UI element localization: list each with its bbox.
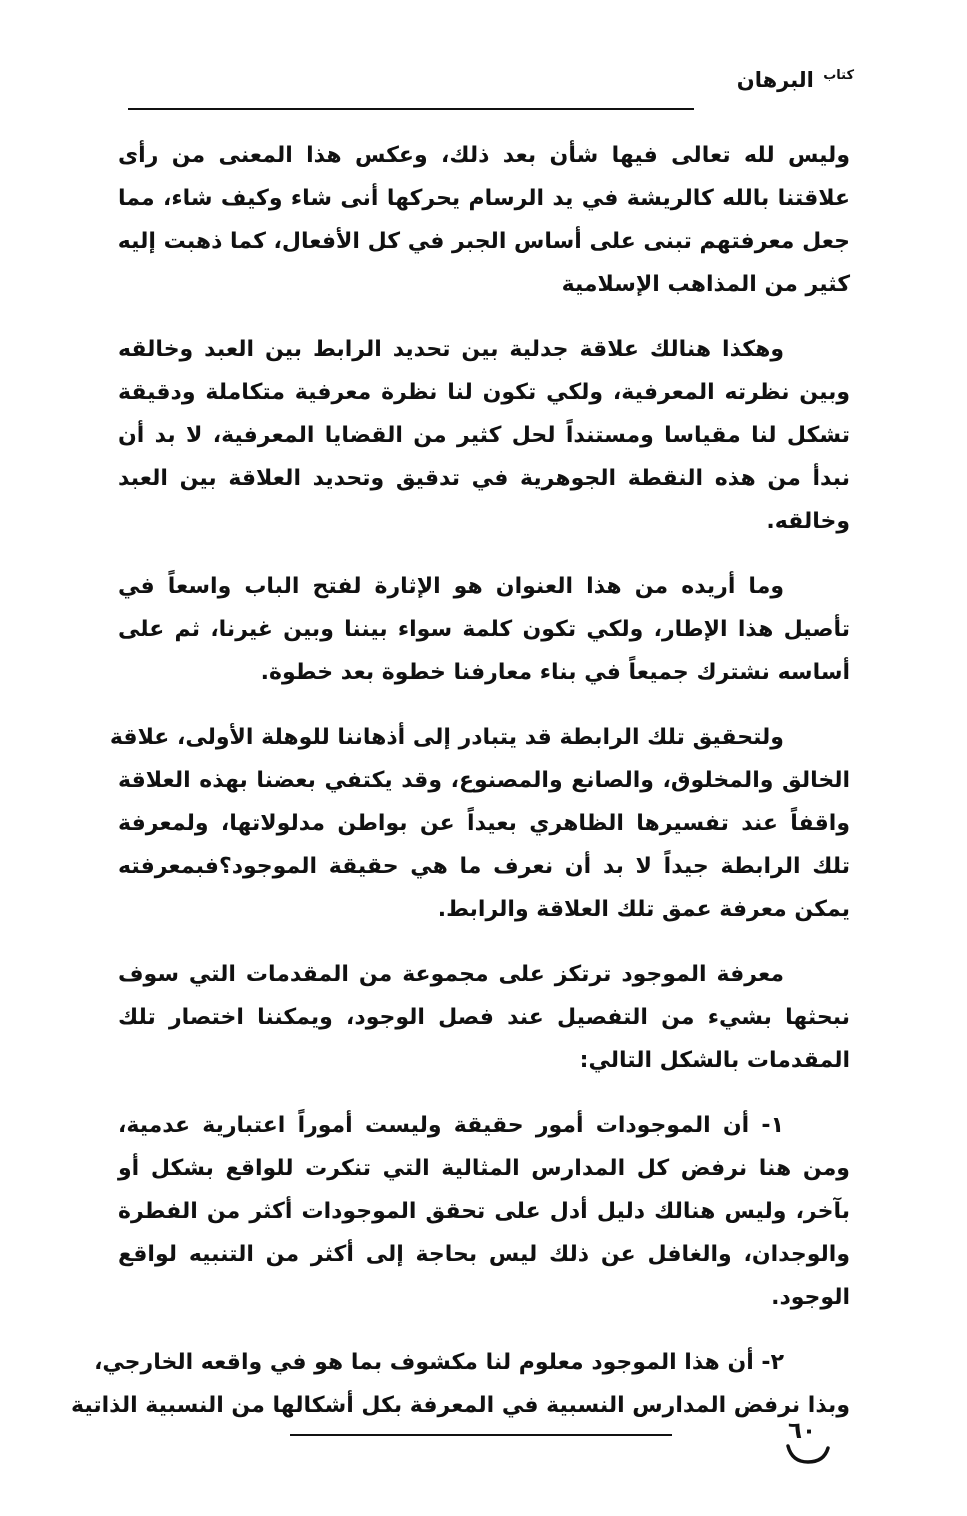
- text-line: أساسه نشترك جميعاً في بناء معارفنا خطوة بعد خطوة.: [260, 660, 850, 685]
- text-line: يمكن معرفة عمق تلك العلاقة والرابط.: [437, 897, 850, 922]
- text-line: وليس لله تعالى فيها شأن بعد ذلك، وعكس هذا المعنى من رأى: [118, 143, 850, 168]
- text-line: وهكذا هنالك علاقة جدلية بين تحديد الرابط بين العبد وخالقه: [118, 337, 784, 362]
- text-line: ولتحقيق تلك الرابطة قد يتبادر إلى أذهاننا للوهلة الأولى، علاقة: [109, 725, 784, 750]
- text-line: وبين نظرته المعرفية، ولكي تكون لنا نظرة معرفية متكاملة ودقيقة: [118, 380, 850, 405]
- page-number: ٦٠: [788, 1418, 817, 1444]
- text-line: ومن هنا نرفض كل المدارس المثالية التي تنكرت للواقع بشكل أو: [118, 1156, 850, 1181]
- text-line: الخالق والمخلوق، والصانع والمصنوع، وقد يكتفي بعضنا بهذه العلاقة: [118, 768, 850, 793]
- paragraph: [118, 1104, 850, 1319]
- text-line: المقدمات بالشكل التالي:: [579, 1048, 850, 1073]
- text-line: ٢- أن هذا الموجود معلوم لنا مكشوف بما هو في واقعه الخارجي،: [94, 1350, 784, 1375]
- footer-rule: [290, 1434, 672, 1436]
- text-line: تلك الرابطة جيداً لا بد أن نعرف ما هي حقيقة الموجود؟فبمعرفته: [118, 854, 850, 879]
- text-line: نبدأ من هذه النقطة الجوهرية في تدقيق وتحديد العلاقة بين العبد: [118, 466, 850, 491]
- paragraph: [118, 328, 850, 543]
- book-title: [737, 68, 854, 92]
- paragraph: [71, 1341, 850, 1427]
- page-body: [71, 134, 850, 1449]
- text-line: كثير من المذاهب الإسلامية: [561, 272, 850, 297]
- text-line: بآخر، وليس هنالك دليل أدل على تحقق الموجودات أكثر من الفطرة: [118, 1199, 850, 1224]
- text-line: ١- أن الموجودات أمور حقيقة وليست أموراً اعتبارية عدمية،: [118, 1113, 784, 1138]
- text-line: تأصيل هذا الإطار، ولكي تكون كلمة سواء بيننا وبين غيرنا، ثم على: [118, 617, 850, 642]
- text-line: وخالقه.: [766, 509, 850, 534]
- header-rule: [128, 108, 694, 110]
- text-line: معرفة الموجود ترتكز على مجموعة من المقدمات التي سوف: [118, 962, 784, 987]
- book-name: البرهان: [736, 68, 814, 92]
- text-line: تشكل لنا مقياسا ومستنداً لحل كثير من القضايا المعرفية، لا بد أن: [118, 423, 850, 448]
- running-header: [128, 68, 854, 118]
- text-line: والوجدان، والغافل عن ذلك ليس بحاجة إلى أكثر من التنبيه لواقع: [118, 1242, 850, 1267]
- book-label: كتاب: [823, 68, 854, 83]
- paragraph: [109, 716, 850, 931]
- page-number-ornament: [786, 1444, 830, 1464]
- text-line: نبحثها بشيء من التفصيل عند فصل الوجود، ويمكننا اختصار تلك: [118, 1005, 850, 1030]
- text-line: جعل معرفتهم تبنى على أساس الجبر في كل الأفعال، كما ذهبت إليه: [117, 229, 850, 254]
- text-line: واقفاً عند تفسيرها الظاهري بعيداً عن بواطن مدلولاتها، ولمعرفة: [118, 811, 850, 836]
- text-line: وبذا نرفض المدارس النسبية في المعرفة بكل أشكالها من النسبية الذاتية: [71, 1393, 850, 1418]
- text-line: الوجود.: [771, 1285, 850, 1310]
- text-line: علاقتنا بالله كالريشة في يد الرسام يحركها أنى شاء وكيف شاء، مما: [118, 186, 850, 211]
- paragraph: [118, 565, 850, 694]
- paragraph: [118, 953, 850, 1082]
- paragraph: [118, 134, 850, 306]
- text-line: وما أريده من هذا العنوان هو الإثارة لفتح الباب واسعاً في: [118, 574, 784, 599]
